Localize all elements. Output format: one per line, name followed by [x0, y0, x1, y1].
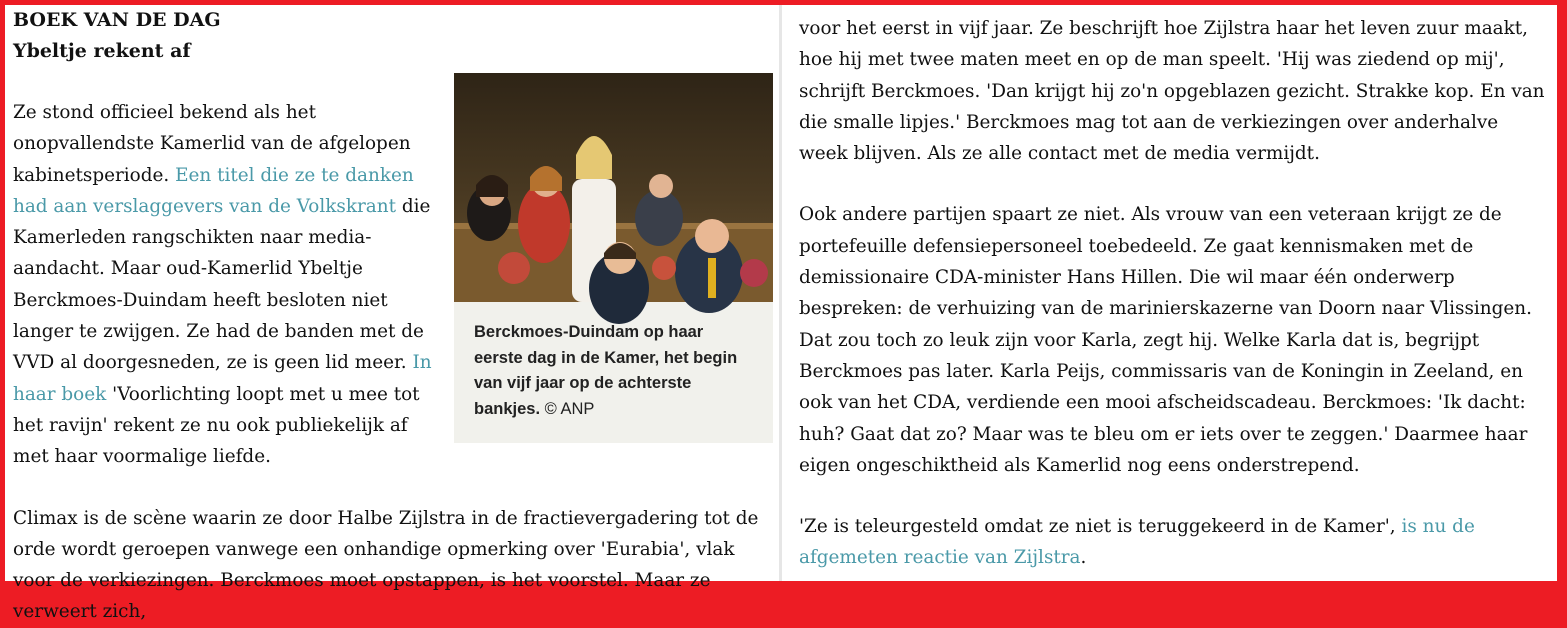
photo-figure: [454, 73, 773, 443]
article-frame: [5, 5, 1557, 623]
paragraph-3: voor het eerst in vijf jaar. Ze beschrijft hoe Zijlstra haar het leven zuur maakt, hoe hij met twee maten meet en op de man speelt. 'Hij was ziedend op mij', schrijft Berckmoes. 'Dan krijgt hij zo'n opgeblazen gezicht. Strakke kop. En van die smalle lipjes.' Berckmoes mag tot aan de verkiezingen over anderhalve week blijven. Als ze alle contact met de media vermijdt.: [799, 18, 1545, 165]
paragraph-5-text-b: .: [1080, 547, 1087, 569]
right-column: [799, 5, 1551, 581]
section-label: BOEK VAN DE DAG: [13, 9, 221, 31]
paragraph-1-text-b: die Kamerleden rangschikten naar media-aandacht. Maar oud-Kamerlid Ybeltje Berckmoes-Duindam heeft besloten niet langer te zwijgen. Ze had de banden met de VVD al doorgesneden, ze is geen lid meer.: [13, 195, 431, 374]
paragraph-1-text-a: Ze stond officieel bekend als het onopvallendste Kamerlid van de afgelopen kabinetsperiode.: [13, 102, 411, 186]
column-divider: [779, 5, 782, 581]
caption-text: Berckmoes-Duindam op haar eerste dag in de Kamer, het begin van vijf jaar op de achterste bankjes.: [474, 323, 738, 418]
parliament-photo[interactable]: [454, 73, 773, 302]
article-title: Ybeltje rekent af: [13, 40, 191, 62]
paragraph-1-text-c: 'Voorlichting loopt met u mee tot het ravijn' rekent ze nu ook publiekelijk af met haar voormalige liefde.: [13, 383, 420, 468]
photo-caption: [454, 302, 773, 443]
photo-credit: © ANP: [544, 399, 595, 418]
left-column: [13, 5, 773, 623]
zijlstra-reaction-link[interactable]: is nu de afgemeten reactie van Zijlstra: [799, 516, 1475, 569]
volkskrant-link[interactable]: Een titel die ze te danken had aan verslaggevers van de Volkskrant: [13, 164, 414, 217]
paragraph-5-text-a: 'Ze is teleurgesteld omdat ze niet is teruggekeerd in de Kamer',: [799, 516, 1402, 538]
paragraph-4: Ook andere partijen spaart ze niet. Als vrouw van een veteraan krijgt ze de portefeuille defensiepersoneel toebedeeld. Ze gaat kennismaken met de demissionaire CDA-minister Hans Hillen. Die wil maar één onderwerp bespreken: de verhuizing van de marinierskazerne van Doorn naar Vlissingen. Dat zou toch zo leuk zijn voor Karla, zegt hij. Welke Karla dat is, begrijpt Berckmoes pas later. Karla Peijs, commissaris van de Koningin in Zeeland, en ook van het CDA, verdiende een mooi afscheidscadeau. Berckmoes: 'Ik dacht: huh? Gaat dat zo? Maar was te bleu om er iets over te zeggen.' Daarmee haar eigen ongeschiktheid als Kamerlid nog eens onderstrepend.: [799, 204, 1532, 476]
paragraph-5: [799, 511, 1551, 574]
paragraph-2: Climax is de scène waarin ze door Halbe Zijlstra in de fractievergadering tot de orde wordt geroepen vanwege een onhandige opmerking over 'Eurabia', vlak voor de verkiezingen. Berckmoes moet opstappen, is het voorstel. Maar ze verweert zich,: [13, 507, 759, 623]
book-link[interactable]: In haar boek: [13, 352, 432, 405]
